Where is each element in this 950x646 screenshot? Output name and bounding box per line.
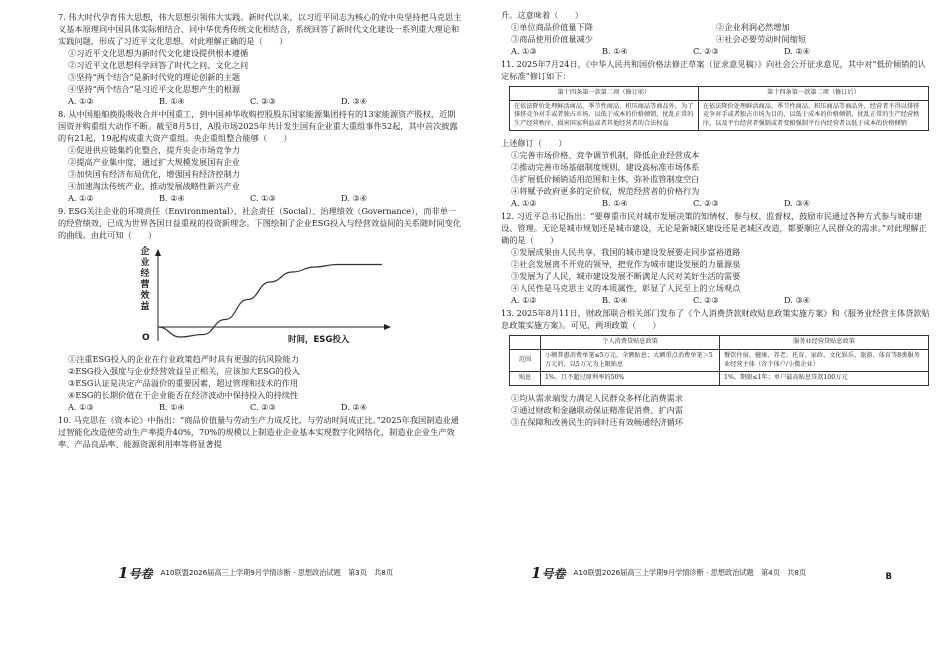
- statement-option: ①均从需求端发力满足人民群众多样化消费需求: [511, 392, 683, 403]
- statement-option: ①促进供应链集约化整合，提升央企市场竞争力: [68, 145, 240, 155]
- row-header: 贴息: [510, 372, 541, 386]
- statement-option: ④将赋予政府更多的定价权，规范经营者的价格行为: [511, 186, 700, 197]
- esg-chart: [138, 247, 398, 349]
- statement-option: ③坚持“两个结合”是新时代党的理论创新的主题: [68, 72, 241, 82]
- question-stem: 12. 习近平总书记指出：“要尊重市民对城市发展决策的知情权、参与权、监督权，鼓励市民通过各种方式参与城市建设、管理。无论是城市规划还是城市建设，无论是新城区建设还是老城区改造，都要顺应人民群众的需求。”对此理解正确的是（ ）: [501, 211, 927, 246]
- x-axis-arrow: [384, 324, 391, 330]
- statement-option: ④人民性是马克思主义的本质属性，彰显了人民至上的立场观点: [511, 283, 741, 294]
- choice-d: D. ③④: [341, 193, 368, 203]
- table-header: 第十四条第一款第二项（修订前）: [510, 87, 699, 101]
- choice-c: C. ①③: [250, 193, 276, 203]
- table-header: 第十四条第一款第二项（修订后）: [698, 87, 928, 101]
- statement-option: ①单位商品价值量下降: [511, 22, 593, 32]
- choice-c: C. ②③: [693, 295, 719, 306]
- answer-choices: [58, 192, 463, 204]
- table-cell: 小额普惠消费单笔≤5万元，全额贴息；大额重点消费单笔＞5万元的，以5万元为上限贴息: [541, 349, 720, 371]
- chart-svg: [138, 247, 398, 349]
- statement-option: ④坚持“两个结合”是习近平文化思想产生的根源: [68, 84, 241, 94]
- statement-option: ②推动完善市场基础制度规则，建设高标准市场体系: [511, 162, 700, 173]
- table-header: 个人消费贷贴息政策: [541, 336, 720, 350]
- question-stem: 11. 2025年7月24日，《中华人民共和国价格法修正草案（征求意见稿）》向社会公开征求意见，其中对“低价倾销的认定标准”修订如下：: [501, 59, 926, 81]
- footer-text: A10联盟2026届高三上学期9月学情诊断 · 思想政治试题 第3页 共8页: [160, 568, 394, 577]
- choice-a: A. ①②: [511, 295, 537, 306]
- statement-option: ③在保障和改善民生的同时还有效畅通经济循环: [511, 416, 683, 427]
- statement-option: ①习近平文化思想为新时代文化建设提供根本遵循: [68, 48, 249, 58]
- statement-option: ④社会必要劳动时间缩短: [716, 34, 807, 44]
- question-stem: 7. 伟大时代孕育伟大思想，伟大思想引领伟大实践。新时代以来，以习近平同志为核心的党中央坚持把马克思主义基本原理同中国具体实际相结合、同中华优秀传统文化相结合，系统回答了新时代文化建设一系列重大理论和实践问题，形成了习近平文化思想。对此理解正确的是（ ）: [58, 12, 462, 46]
- statement-option: ③发展为了人民，城市建设发展不断满足人民对美好生活的需要: [511, 271, 741, 282]
- table-cell: 餐饮住宿、健康、养老、托育、家政、文化娱乐、旅游、体育等8类服务业经营主体（含个体户/小微企业）: [720, 349, 929, 371]
- choice-c: C. ②③: [250, 96, 276, 106]
- question-9: [58, 205, 463, 413]
- choice-b: B. ②④: [159, 193, 185, 203]
- table-cell: 在依法降价处理鲜活商品、季节性商品、积压商品等商品外，为了排挤竞争对手或者独占市场，以低于成本的价格倾销，扰乱正常的生产经营秩序，损害国家利益或者其他经营者的合法权益: [510, 100, 699, 131]
- question-stem: 10. 马克思在《资本论》中指出：“商品价值量与劳动生产力成反比，与劳动时间成正比。”2025年我国制造业通过智能化改造使劳动生产率提升40%，70%的规模以上制造业企业基本实现数字化网络化，制造业企业生产效率、产品良品率、能源资源利用率等将显著提: [58, 415, 459, 449]
- y-axis-arrow: [155, 249, 161, 256]
- corner-mark: B: [885, 572, 892, 582]
- chart-y-label: 企业经营效益: [140, 247, 150, 312]
- question-stem: 9. ESG关注企业的环境责任（Environmental）、社会责任（Social）、治理绩效（Governance），而非单一的经营绩效，已成为世界各国日益重视的投资新理念。下图绘制了企业ESG投入与经营效益间的关系随时间变化的曲线。由此可知（ ）: [58, 206, 461, 240]
- row-header: 范围: [510, 349, 541, 371]
- statement-option: ③扩展低价倾销适用范围和主体，弥补监管制度空白: [511, 174, 700, 185]
- question-8: [58, 108, 463, 204]
- choice-a: A. ①②: [68, 193, 94, 203]
- choice-c: C. ②③: [693, 46, 719, 56]
- choice-a: A. ①②: [511, 198, 537, 209]
- choice-a: A. ①②: [68, 96, 94, 106]
- question-10: [58, 414, 463, 450]
- chart-origin-label: O: [142, 333, 150, 343]
- choice-b: B. ①④: [159, 402, 185, 412]
- choice-d: D. ②④: [784, 46, 811, 56]
- brand-logo: 1号卷: [531, 564, 566, 582]
- table-cell: 1%，期限≤1年；单户最高贴息贷款100万元: [720, 372, 929, 386]
- question-11: [501, 58, 932, 209]
- esg-curve-line: [158, 265, 382, 338]
- statement-option: ②ESG投入强度与企业经营效益呈正相关，应该加大ESG的投入: [68, 366, 300, 376]
- answer-choices: [501, 197, 932, 209]
- choice-b: B. ①④: [602, 295, 628, 306]
- statement-option: ①发展成果由人民共享，我国的城市建设发展要走同步富裕道路: [511, 247, 741, 258]
- statement-option: ①注重ESG投入的企业在行业政策趋严时具有更强的抗风险能力: [68, 354, 300, 364]
- statement-option: ③ESG认证是决定产品溢价的重要因素，超过管理和技术的作用: [68, 378, 299, 388]
- answer-choices: [501, 45, 932, 57]
- page-footer: [118, 564, 393, 582]
- statement-option: ②习近平文化思想科学回答了时代之问、文化之问: [68, 60, 249, 70]
- law-revision-table: [509, 86, 929, 131]
- answer-choices: [58, 95, 463, 107]
- choice-b: B. ①④: [602, 198, 628, 209]
- statement-option: ③加快国有经济布局优化，增强国有经济控制力: [68, 169, 240, 179]
- table-cell: 在依法降价处理鲜活商品、季节性商品、积压商品等商品外，经营者不得以排挤竞争对手或者独占市场为目的，以低于成本的价格倾销，扰乱正常的生产经营秩序，以及平台经营者强制或者变相强制平台内经营者以低于成本的价格倾销: [698, 100, 928, 131]
- table-header: 服务业经营贷贴息政策: [720, 336, 929, 350]
- question-10-continued: [501, 9, 932, 57]
- question-sub-stem: 上述修订（ ）: [501, 138, 567, 149]
- choice-c: C. ②③: [693, 198, 719, 209]
- page-footer: [531, 564, 806, 582]
- choice-a: A. ①③: [511, 46, 537, 56]
- choice-d: D. ③④: [784, 198, 811, 209]
- statement-option: ④ESG的长期价值在于企业能否在经济波动中保持投入的持续性: [68, 390, 299, 400]
- choice-d: D. ②④: [341, 402, 368, 412]
- subsidy-policy-table: [509, 335, 929, 385]
- choice-b: B. ①④: [602, 46, 628, 56]
- question-stem: 升。这意味着（ ）: [501, 10, 583, 20]
- question-13: [501, 307, 932, 427]
- statement-option: ②企业利润必然增加: [716, 22, 790, 32]
- statement-option: ②通过财政和金融联动保证精准促消费、扩内需: [511, 404, 683, 415]
- question-stem: 8. 从中国船舶换股吸收合并中国重工，到中国神华收购控股股东国家能源集团持有的13家能源资产股权，近期国资并购重组大动作不断。截至8月5日，A股市场2025年共计发生国有企业重大重组事件52起，其中首次披露的有21起，19起构成重大资产重组。央企重组整合能够（ ）: [58, 109, 458, 143]
- statement-option: ①完善市场价格、竞争调节机制，降低企业经营成本: [511, 150, 700, 161]
- choice-d: D. ③④: [341, 96, 368, 106]
- choice-d: D. ③④: [784, 295, 811, 306]
- statement-option: ②社会发展离不开党的领导，把党作为城市建设发展的力量源泉: [511, 259, 741, 270]
- right-page: [475, 0, 950, 646]
- question-12: [501, 210, 932, 306]
- table-corner: [510, 336, 541, 350]
- footer-text: A10联盟2026届高三上学期9月学情诊断 · 思想政治试题 第4页 共8页: [573, 568, 807, 577]
- chart-x-label: 时间，ESG投入: [288, 335, 350, 345]
- statement-option: ②提高产业集中度，通过扩大规模发展国有企业: [68, 157, 240, 167]
- choice-a: A. ①③: [68, 402, 94, 412]
- brand-logo: 1号卷: [118, 564, 153, 582]
- question-stem: 13. 2025年8月11日，财政部联合相关部门发布了《个人消费贷款财政贴息政策实施方案》和《服务业经营主体贷款贴息政策实施方案》。可见，两项政策（ ）: [501, 308, 930, 331]
- answer-choices: [58, 401, 463, 413]
- statement-option: ④加速淘汰传统产业，推动发展战略性新兴产业: [68, 181, 240, 191]
- choice-c: C. ②③: [250, 402, 276, 412]
- statement-grid: [501, 21, 932, 45]
- statement-option: ③商品使用价值量减少: [511, 34, 593, 44]
- table-cell: 1%，且不超过原利率的50%: [541, 372, 720, 386]
- choice-b: B. ①④: [159, 96, 185, 106]
- question-7: [58, 11, 463, 107]
- answer-choices: [501, 294, 932, 306]
